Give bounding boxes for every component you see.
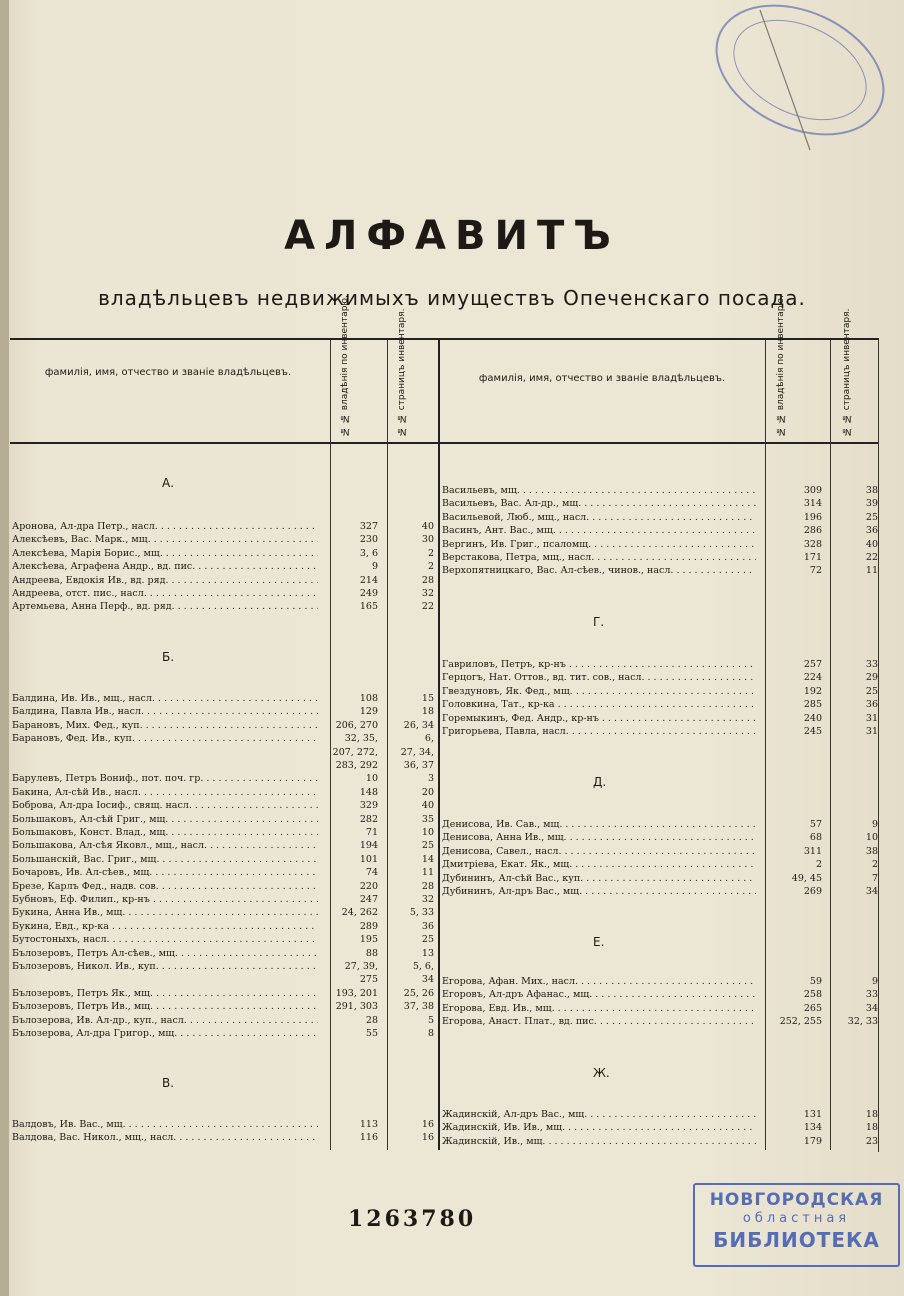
register-row: [0, 845, 904, 858]
inventory-page-number: 15: [421, 693, 434, 704]
inventory-page-number: 22: [421, 601, 434, 613]
inventory-holding-number: 224: [803, 672, 822, 684]
inventory-holding-number: 108: [359, 693, 378, 704]
inventory-holding-number: 283, 292: [335, 760, 378, 771]
register-row: [0, 988, 904, 1001]
inventory-holding-number: 72: [809, 565, 822, 577]
owner-name: Бълозеровъ, Петръ Як., мщ. . . .: [12, 987, 318, 1000]
owner-name: Гвездуновъ, Як. Фед., мщ. . . .: [442, 685, 756, 698]
inventory-page-number: 40: [421, 800, 434, 812]
owner-name: Жадинскій, Ал-дръ Вас., мщ. . . .: [442, 1108, 756, 1121]
inventory-holding-number: 240: [803, 712, 822, 724]
inventory-page-number: 10: [865, 832, 878, 844]
inventory-page-number: 32, 33: [847, 1016, 878, 1028]
register-row: [0, 1027, 904, 1040]
inventory-page-number: 5: [427, 1014, 434, 1026]
owner-name: Артемьева, Анна Перф., вд. ряд. . . .: [12, 600, 318, 613]
inventory-holding-number: 74: [365, 867, 378, 879]
inventory-holding-number: 193, 201: [335, 987, 378, 999]
inventory-holding-number: 32, 35,: [344, 733, 378, 745]
inventory-holding-number: 192: [803, 685, 822, 697]
inventory-holding-number: 10: [365, 773, 378, 785]
register-row: [0, 551, 904, 564]
owner-name: Балдина, Ив. Ив., мщ., насл. . . .: [12, 692, 318, 705]
owner-name: Боброва, Ал-дра Іосиф., свящ. насл. . . .: [12, 799, 318, 812]
register-row: [0, 920, 904, 933]
header-name-right: фамилія, имя, отчество и званіе владѣльцевъ.: [478, 373, 726, 384]
owner-name: Васинъ, Ант. Вас., мщ. . . .: [442, 524, 756, 537]
inventory-holding-number: 311: [803, 845, 822, 857]
owner-name: Васильевой, Люб., мщ., насл. . . .: [442, 511, 756, 524]
inventory-holding-number: 309: [803, 485, 822, 496]
register-row: [0, 746, 904, 759]
inventory-holding-number: 55: [365, 1028, 378, 1039]
inventory-page-number: 10: [421, 827, 434, 838]
inventory-holding-number: 249: [359, 588, 378, 599]
round-library-stamp: [680, 0, 900, 160]
inventory-holding-number: 286: [803, 525, 822, 537]
inventory-holding-number: 289: [359, 920, 378, 932]
register-row: [0, 818, 904, 831]
inventory-holding-number: 194: [359, 840, 378, 852]
owner-name: Вергинъ, Ив. Григ., псаломщ. . . .: [442, 538, 756, 551]
register-row: [0, 975, 904, 988]
section-letter: Г.: [593, 615, 605, 629]
inventory-page-number: 32: [421, 894, 434, 905]
register-row: [0, 725, 904, 738]
register-row: [0, 786, 904, 799]
register-row: [0, 933, 904, 946]
inventory-holding-number: 57: [809, 819, 822, 830]
library-stamp: [693, 1183, 900, 1267]
inventory-page-number: 11: [865, 565, 878, 577]
inventory-holding-number: 195: [359, 934, 378, 946]
inventory-page-number: 20: [421, 786, 434, 798]
owner-name: Балдина, Павла Ив., насл. . . .: [12, 705, 318, 718]
section-letter: А.: [162, 476, 175, 490]
inventory-holding-number: 329: [359, 800, 378, 812]
owner-name: Барулевъ, Петръ Вониф., пот. поч. гр. . . .: [12, 772, 318, 785]
register-row: [0, 759, 904, 772]
inventory-holding-number: 28: [365, 1014, 378, 1026]
inventory-page-number: 5, 33: [409, 907, 434, 919]
inventory-holding-number: 24, 262: [341, 907, 378, 919]
inventory-holding-number: 59: [809, 976, 822, 987]
stamp-line-3: БИБЛИОТЕКА: [713, 1228, 880, 1252]
owner-name: Бубновъ, Еф. Филип., кр-нъ . . .: [12, 893, 318, 906]
inventory-holding-number: 131: [803, 1109, 822, 1120]
owner-name: Бълозерова, Ал-дра Григор., мщ. . . .: [12, 1027, 318, 1040]
inventory-page-number: 28: [421, 574, 434, 586]
owner-name: Гавриловъ, Петръ, кр-нъ . . .: [442, 658, 756, 671]
inventory-page-number: 36, 37: [403, 760, 434, 771]
owner-name: Бакина, Ал-сѣй Ив., насл. . . .: [12, 786, 318, 799]
inventory-holding-number: 171: [803, 552, 822, 563]
inventory-page-number: 28: [421, 880, 434, 892]
owner-name: Валдовъ, Ив. Вас., мщ. . . .: [12, 1118, 318, 1131]
owner-name: Григорьева, Павла, насл. . . .: [442, 725, 756, 738]
inventory-holding-number: 134: [803, 1122, 822, 1134]
inventory-page-number: 11: [421, 867, 434, 879]
register-row: [0, 1121, 904, 1134]
owner-name: Денисова, Анна Ив., мщ. . . .: [442, 831, 756, 844]
owner-name: Андреева, Евдокія Ив., вд. ряд. . . .: [12, 574, 318, 587]
register-row: [0, 524, 904, 537]
owner-name: Брезе, Карлъ Фед., надв. сов. . . .: [12, 880, 318, 893]
inventory-page-number: 34: [865, 1002, 878, 1014]
inventory-page-number: 38: [865, 845, 878, 857]
stamp-line-1: НОВГОРОДСКАЯ: [709, 1190, 884, 1210]
owner-name: Васильевъ, Вас. Ал-др., мщ. . . .: [442, 497, 756, 510]
register-row: [0, 685, 904, 698]
register-row: [0, 858, 904, 871]
register-row: [0, 1108, 904, 1121]
owner-name: Егорова, Афан. Мих., насл. . . .: [442, 975, 756, 988]
inventory-page-number: 25, 26: [403, 987, 434, 999]
owner-name: Алексѣева, Марія Борис., мщ. . . .: [12, 547, 318, 560]
register-row: [0, 885, 904, 898]
header-name-left: фамилія, имя, отчество и званіе владѣльцевъ.: [44, 367, 292, 378]
inventory-holding-number: 179: [803, 1135, 822, 1147]
register-row: [0, 1135, 904, 1148]
owner-name: Большанскій, Вас. Григ., мщ. . . .: [12, 853, 318, 866]
owner-name: Верстакова, Петра, мщ., насл. . . .: [442, 551, 756, 564]
inventory-page-number: 36: [421, 920, 434, 932]
inventory-holding-number: 265: [803, 1002, 822, 1014]
inventory-page-number: 38: [865, 485, 878, 496]
inventory-page-number: 18: [865, 1109, 878, 1120]
inventory-page-number: 37, 38: [403, 1001, 434, 1013]
inventory-page-number: 23: [865, 1135, 878, 1147]
inventory-page-number: 33: [865, 659, 878, 670]
inventory-holding-number: 2: [815, 859, 822, 871]
inventory-page-number: 25: [421, 840, 434, 852]
inventory-page-number: 22: [865, 552, 878, 563]
register-row: [0, 587, 904, 600]
owner-name: Дубининъ, Ал-дръ Вас., мщ. . . .: [442, 885, 756, 898]
inventory-holding-number: 49, 45: [791, 872, 822, 884]
inventory-page-number: 35: [421, 813, 434, 825]
register-row: [0, 960, 904, 973]
inventory-holding-number: 230: [359, 534, 378, 546]
section-letter: В.: [162, 1076, 175, 1090]
inventory-holding-number: 113: [359, 1119, 378, 1130]
owner-name: Жадинскій, Ив., мщ. . . .: [442, 1135, 756, 1148]
register-row: [0, 947, 904, 960]
inventory-holding-number: 282: [359, 813, 378, 825]
inventory-holding-number: 269: [803, 886, 822, 897]
inventory-holding-number: 314: [803, 498, 822, 510]
inventory-holding-number: 148: [359, 786, 378, 798]
owner-name: Барановъ, Мих. Фед., куп. . . .: [12, 719, 318, 732]
inventory-holding-number: 275: [359, 974, 378, 986]
owner-name: Головкина, Тат., кр-ка . . .: [442, 698, 756, 711]
owner-name: Егорова, Евд. Ив., мщ. . . .: [442, 1002, 756, 1015]
inventory-holding-number: 165: [359, 601, 378, 613]
register-row: [0, 1015, 904, 1028]
owner-name: Дмитріева, Екат. Як., мщ. . . .: [442, 858, 756, 871]
register-row: [0, 698, 904, 711]
inventory-page-number: 2: [427, 561, 434, 573]
register-row: [0, 658, 904, 671]
register-row: [0, 538, 904, 551]
header-num-right: № № владѣнія по инвентарю.: [776, 295, 786, 436]
inventory-page-number: 18: [865, 1122, 878, 1134]
owner-name: Бълозеровъ, Петръ Ал-сѣев., мщ. . . .: [12, 947, 318, 960]
inventory-holding-number: 214: [359, 574, 378, 586]
inventory-page-number: 30: [421, 534, 434, 546]
register-row: [0, 872, 904, 885]
inventory-page-number: 34: [421, 974, 434, 986]
inventory-page-number: 25: [865, 511, 878, 523]
header-rule: [10, 442, 878, 444]
inventory-page-number: 34: [865, 886, 878, 897]
owner-name: Бълозерова, Ив. Ал-др., куп., насл. . . .: [12, 1014, 318, 1027]
inventory-holding-number: 327: [359, 521, 378, 532]
register-row: [0, 511, 904, 524]
inventory-page-number: 39: [865, 498, 878, 510]
inventory-page-number: 36: [865, 525, 878, 537]
owner-name: Букина, Анна Ив., мщ. . . .: [12, 906, 318, 919]
inventory-page-number: 33: [865, 989, 878, 1001]
inventory-page-number: 9: [871, 976, 878, 987]
header-page-left: № № страницъ инвентаря.: [397, 308, 407, 436]
owner-name: Алексѣевъ, Вас. Марк., мщ. . . .: [12, 533, 318, 546]
owner-name: Дубининъ, Ал-сѣй Вас., куп. . . .: [442, 872, 756, 885]
register-row: [0, 1002, 904, 1015]
register-row: [0, 712, 904, 725]
inventory-page-number: 29: [865, 672, 878, 684]
inventory-holding-number: 220: [359, 880, 378, 892]
inventory-page-number: 2: [427, 547, 434, 559]
inventory-page-number: 32: [421, 588, 434, 599]
inventory-page-number: 26, 34: [403, 719, 434, 731]
owner-name: Большаковъ, Конст. Влад., мщ. . . .: [12, 826, 318, 839]
owner-name: Валдова, Вас. Никол., мщ., насл. . . .: [12, 1131, 318, 1144]
section-letter: Е.: [593, 935, 605, 949]
inventory-page-number: 6,: [424, 733, 434, 745]
section-letter: Ж.: [593, 1066, 610, 1080]
header-num-left: № № владѣнія по инвентарю.: [340, 295, 350, 436]
inventory-holding-number: 328: [803, 538, 822, 550]
stamp-line-2: областная: [742, 1211, 851, 1226]
inventory-holding-number: 101: [359, 853, 378, 865]
page-binding-edge: [0, 0, 9, 1296]
register-row: [0, 831, 904, 844]
section-letter: Б.: [162, 650, 175, 664]
inventory-page-number: 25: [865, 685, 878, 697]
register-row: [0, 564, 904, 577]
inventory-page-number: 16: [421, 1119, 434, 1130]
owner-name: Егорова, Анаст. Плат., вд. пис. . . .: [442, 1015, 756, 1028]
owner-name: Денисова, Ив. Сав., мщ. . . .: [442, 818, 756, 831]
inventory-page-number: 16: [421, 1132, 434, 1144]
inventory-page-number: 36: [865, 699, 878, 711]
register-row: [0, 484, 904, 497]
inventory-page-number: 2: [871, 859, 878, 871]
owner-name: Верхопятницкаго, Вас. Ал-сѣев., чинов., насл. . . .: [442, 564, 756, 577]
inventory-page-number: 7: [871, 872, 878, 884]
owner-name: Андреева, отст. пис., насл. . . .: [12, 587, 318, 600]
inventory-holding-number: 196: [803, 511, 822, 523]
inventory-holding-number: 245: [803, 726, 822, 737]
inventory-page-number: 13: [421, 947, 434, 959]
inventory-page-number: 5, 6,: [412, 961, 434, 972]
inventory-holding-number: 207, 272,: [332, 746, 378, 758]
register-row: [0, 799, 904, 812]
inventory-holding-number: 291, 303: [335, 1001, 378, 1013]
owner-name: Герцогъ, Нат. Оттов., вд. тит. сов., насл. . . .: [442, 671, 756, 684]
owner-name: Бълозеровъ, Петръ Ив., мщ. . . .: [12, 1000, 318, 1013]
inventory-holding-number: 285: [803, 699, 822, 711]
owner-name: Бочаровъ, Ив. Ал-сѣев., мщ. . . .: [12, 866, 318, 879]
page-subtitle: владѣльцевъ недвижимыхъ имуществъ Опеченскаго посада.: [98, 286, 806, 310]
inventory-page-number: 8: [427, 1028, 434, 1039]
owner-name: Барановъ, Фед. Ив., куп. . . .: [12, 732, 318, 745]
owner-name: Денисова, Савел., насл. . . .: [442, 845, 756, 858]
inventory-holding-number: 88: [365, 947, 378, 959]
inventory-holding-number: 257: [803, 659, 822, 670]
owner-name: Егоровъ, Ал-дръ Афанас., мщ. . . .: [442, 988, 756, 1001]
owner-name: Бутостоныхъ, насл. . . .: [12, 933, 318, 946]
inventory-page-number: 3: [427, 773, 434, 785]
owner-name: Большакова, Ал-сѣя Яковл., мщ., насл. . . .: [12, 839, 318, 852]
inventory-page-number: 40: [865, 538, 878, 550]
register-row: [0, 497, 904, 510]
inventory-page-number: 14: [421, 853, 434, 865]
owner-name: Жадинскій, Ив. Ив., мщ. . . .: [442, 1121, 756, 1134]
inventory-holding-number: 3, 6: [359, 547, 378, 559]
inventory-holding-number: 27, 39,: [344, 961, 378, 972]
inventory-holding-number: 71: [365, 827, 378, 838]
owner-name: Васильевъ, мщ. . . .: [442, 484, 756, 497]
inventory-number: 1263780: [348, 1206, 477, 1232]
inventory-holding-number: 206, 270: [335, 719, 378, 731]
owner-name: Горемыкинъ, Фед. Андр., кр-нъ . . .: [442, 712, 756, 725]
owner-name: Аронова, Ал-дра Петр., насл. . . .: [12, 520, 318, 533]
inventory-holding-number: 9: [371, 561, 378, 573]
inventory-page-number: 31: [865, 712, 878, 724]
owner-name: Алексѣева, Аграфена Андр., вд. пис. . . .: [12, 560, 318, 573]
section-letter: Д.: [593, 775, 607, 789]
owner-name: Бълозеровъ, Никол. Ив., куп. . . .: [12, 960, 318, 973]
register-row: [0, 671, 904, 684]
owner-name: Букина, Евд., кр-ка . . .: [12, 920, 318, 933]
register-row: [0, 906, 904, 919]
inventory-page-number: 9: [871, 819, 878, 830]
inventory-page-number: 18: [421, 706, 434, 718]
owner-name: Большаковъ, Ал-сѣй Григ., мщ. . . .: [12, 813, 318, 826]
inventory-page-number: 40: [421, 521, 434, 532]
inventory-holding-number: 258: [803, 989, 822, 1001]
page-title: АЛФАВИТЪ: [284, 213, 620, 259]
inventory-holding-number: 129: [359, 706, 378, 718]
inventory-holding-number: 116: [359, 1132, 378, 1144]
inventory-holding-number: 68: [809, 832, 822, 844]
inventory-page-number: 27, 34,: [400, 746, 434, 758]
register-row: [0, 772, 904, 785]
register-row: [0, 600, 904, 613]
inventory-holding-number: 252, 255: [779, 1016, 822, 1028]
inventory-holding-number: 247: [359, 894, 378, 905]
inventory-page-number: 31: [865, 726, 878, 737]
inventory-page-number: 25: [421, 934, 434, 946]
header-page-right: № № страницъ инвентаря.: [842, 308, 852, 436]
